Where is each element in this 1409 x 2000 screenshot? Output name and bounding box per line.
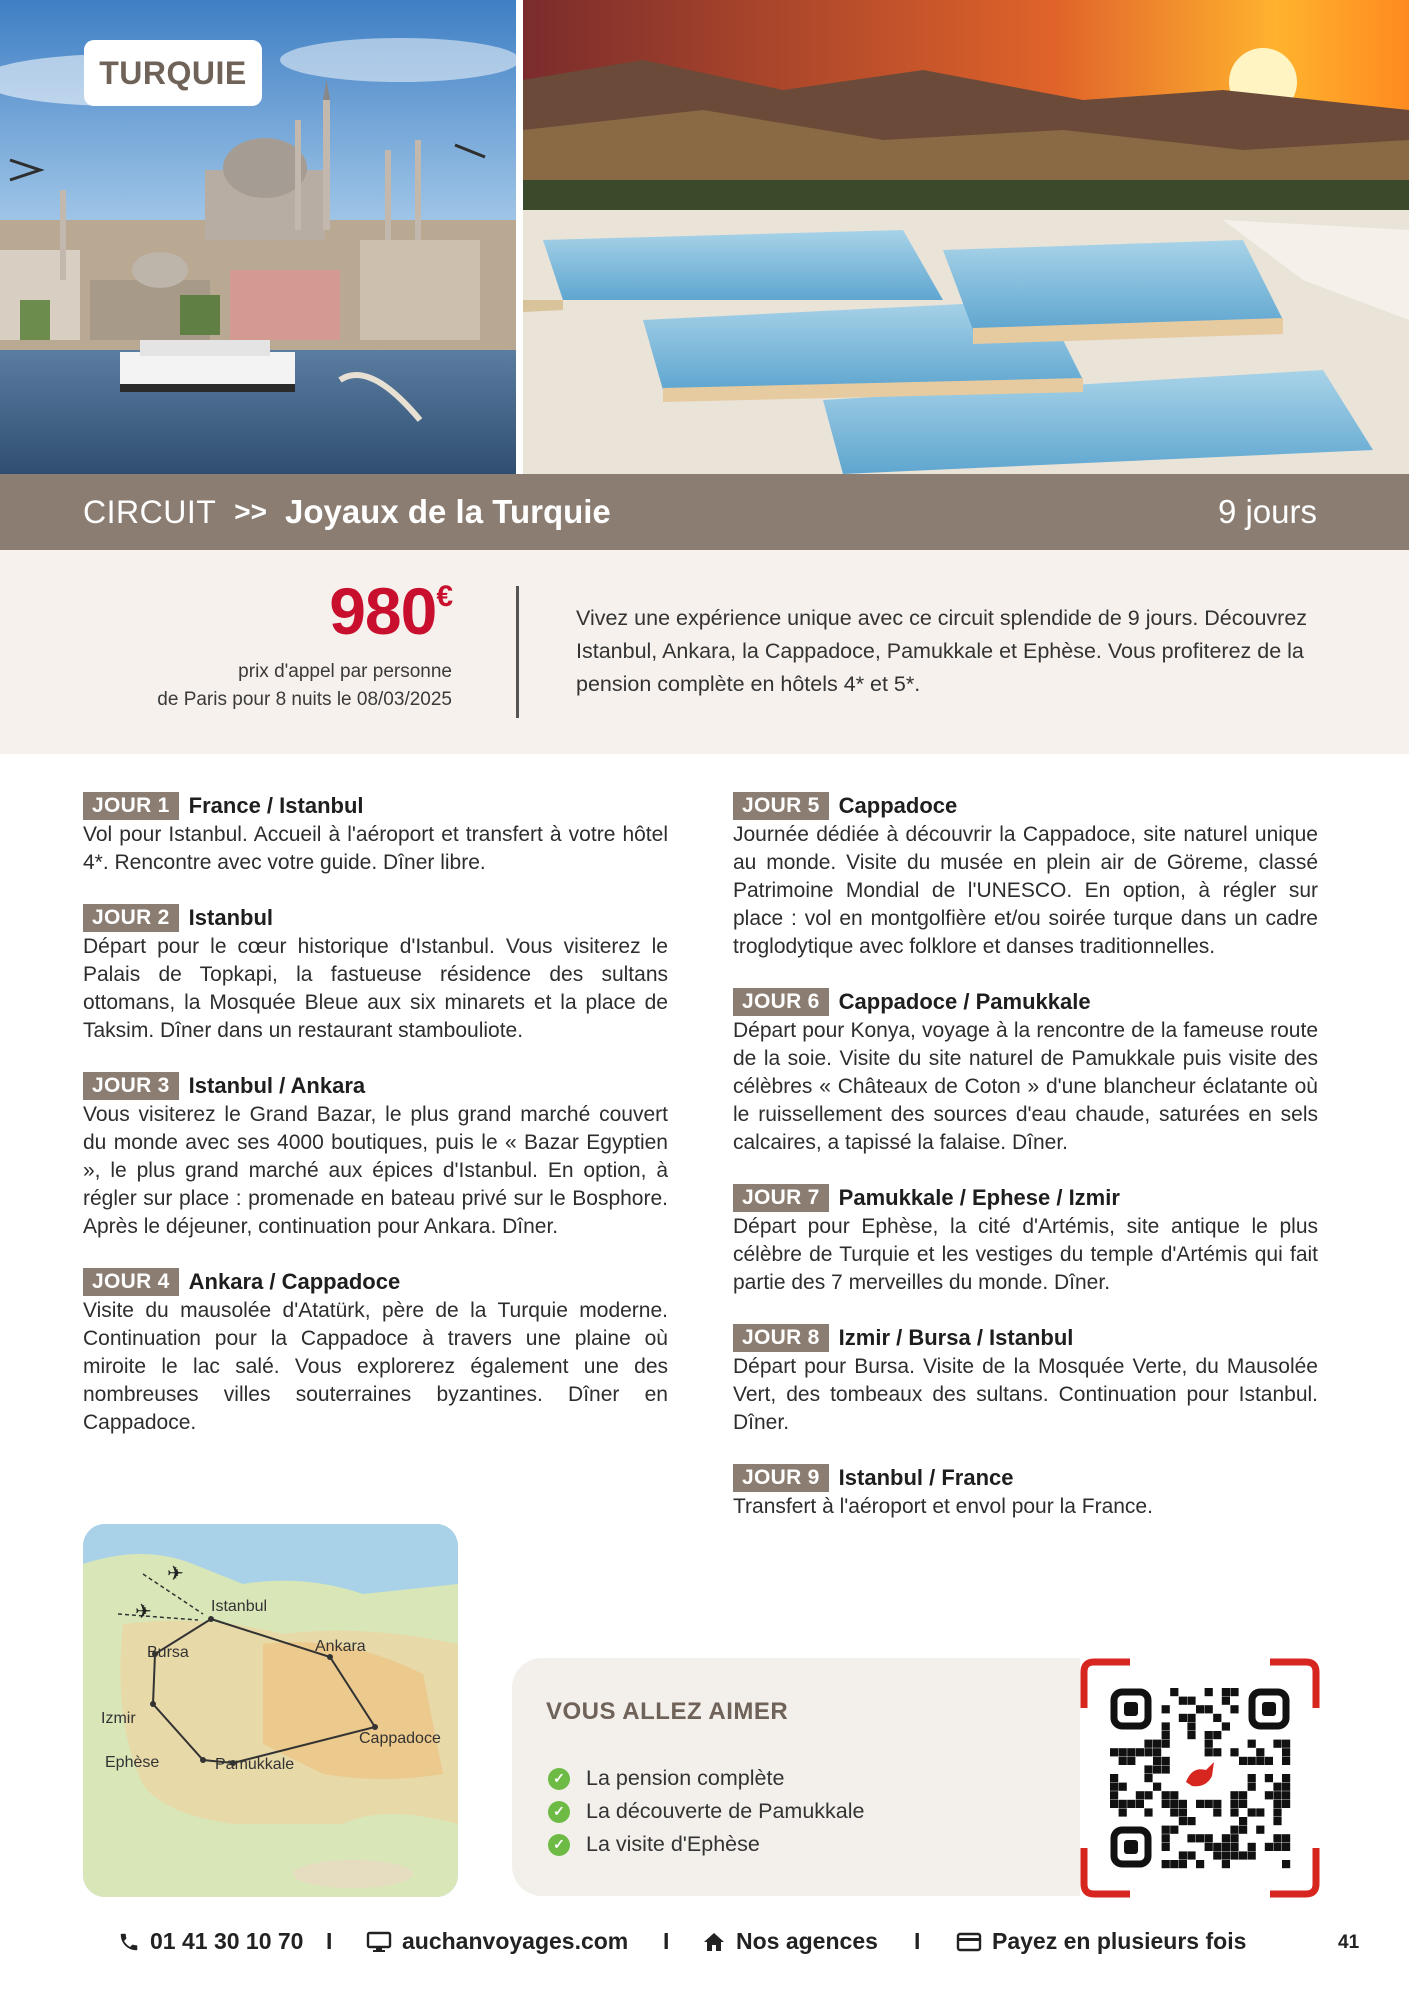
day-header [733, 1183, 1318, 1213]
highlight-item: ✓ La pension complète [548, 1762, 864, 1795]
highlight-item: ✓ La visite d'Ephèse [548, 1828, 864, 1861]
day-title: France / Istanbul [188, 793, 364, 818]
day-title: Istanbul / Ankara [188, 1073, 366, 1098]
day-description: Départ pour Ephèse, la cité d'Artémis, site antique le plus célèbre de Turquie et les vestiges du temple d'Artémis qui fait partie des 7 merveilles du monde. Dîner. [733, 1215, 1318, 1294]
website-link[interactable]: auchanvoyages.com [366, 1928, 628, 1955]
check-icon: ✓ [548, 1801, 570, 1823]
svg-text:✈: ✈ [167, 1563, 184, 1585]
day-description: Journée dédiée à découvrir la Cappadoce, site naturel unique au monde. Visite du musée en plein air de Göreme, classé Patrimoine Mondial de l'UNESCO. En option, à régler sur place : vol en montgolfière et/ou soirée turque dans un cadre troglodytique avec folklore et danses traditionnelles. [733, 823, 1318, 958]
day-entry [733, 791, 1318, 961]
day-entry [83, 1267, 668, 1437]
price-amount: 980€ [329, 574, 452, 648]
highlights-title: VOUS ALLEZ AIMER [546, 1698, 789, 1725]
day-title: Istanbul / France [838, 1465, 1014, 1490]
footer-separator: I [663, 1928, 670, 1954]
pamukkale-photo [523, 0, 1409, 474]
map-city-ephese: Ephèse [105, 1754, 160, 1771]
day-title: Izmir / Bursa / Istanbul [838, 1325, 1074, 1350]
map-city-istanbul: Istanbul [211, 1598, 268, 1615]
tour-duration: 9 jours [1217, 493, 1317, 530]
day-badge: JOUR 1 [83, 792, 179, 820]
day-header [733, 1463, 1318, 1493]
day-description: Visite du mausolée d'Atatürk, père de la Turquie moderne. Continuation pour la Cappadoce à travers une plaine où miroite le lac salé. Vous explorerez également une des nombreuses villes souterraines byzantines. Dîner en Cappadoce. [83, 1299, 668, 1434]
highlight-item: ✓ La découverte de Pamukkale [548, 1795, 864, 1828]
day-badge: JOUR 9 [733, 1464, 829, 1492]
day-header [83, 1267, 668, 1297]
phone-link[interactable]: 01 41 30 10 70 [118, 1928, 303, 1955]
title-bar [0, 474, 1409, 550]
circuit-label: CIRCUIT [83, 493, 217, 530]
day-title: Cappadoce / Pamukkale [838, 989, 1091, 1014]
credit-card-icon [956, 1932, 982, 1952]
day-entry [83, 791, 668, 877]
currency-symbol: € [436, 580, 452, 613]
map-city-pamukkale: Pamukkale [215, 1756, 295, 1773]
hero-photos [0, 0, 1409, 474]
map-city-cappadoce: Cappadoce [359, 1730, 441, 1747]
day-badge: JOUR 7 [733, 1184, 829, 1212]
route-map [83, 1524, 458, 1897]
check-icon: ✓ [548, 1834, 570, 1856]
day-header [733, 1323, 1318, 1353]
day-description: Vol pour Istanbul. Accueil à l'aéroport et transfert à votre hôtel 4*. Rencontre avec votre guide. Dîner libre. [83, 823, 668, 874]
qr-code[interactable] [1080, 1658, 1320, 1898]
check-icon: ✓ [548, 1768, 570, 1790]
payment-link[interactable]: Payez en plusieurs fois [956, 1928, 1246, 1955]
day-badge: JOUR 4 [83, 1268, 179, 1296]
day-header [733, 987, 1318, 1017]
phone-icon [118, 1931, 140, 1953]
footer [0, 1924, 1409, 1964]
day-header [83, 1071, 668, 1101]
page-number: 41 [1338, 1932, 1360, 1953]
day-entry [733, 1323, 1318, 1437]
price-band [0, 550, 1409, 754]
day-description: Départ pour Konya, voyage à la rencontre de la fameuse route de la soie. Visite du site naturel de Pamukkale puis visite des célèbres « Châteaux de Coton » d'une blancheur éclatante où le ruissellement des sources d'eau chaude, saturées en sels calcaires, a tapissé la falaise. Dîner. [733, 1019, 1318, 1154]
divider [516, 586, 519, 718]
day-description: Départ pour le cœur historique d'Istanbul. Vous visiterez le Palais de Topkapi, la fastueuse résidence des sultans ottomans, la Mosquée Bleue aux six minarets et la place de Taksim. Dîner dans un restaurant stambouliote. [83, 935, 668, 1042]
day-title: Ankara / Cappadoce [188, 1269, 401, 1294]
monitor-icon [366, 1931, 392, 1953]
day-title: Istanbul [188, 905, 274, 930]
day-title: Pamukkale / Ephese / Izmir [838, 1185, 1120, 1210]
day-header [83, 791, 668, 821]
day-header [733, 791, 1318, 821]
istanbul-photo [0, 0, 516, 474]
day-description: Vous visiterez le Grand Bazar, le plus grand marché couvert du monde avec ses 4000 boutiques, puis le « Bazar Egyptien », le plus grand marché aux épices d'Istanbul. En option, à régler sur place : promenade en bateau privé sur le Bosphore. Après le déjeuner, continuation pour Ankara. Dîner. [83, 1103, 668, 1238]
itinerary-right-column [733, 791, 1318, 1547]
highlights-box [512, 1658, 1132, 1896]
price-block [157, 574, 452, 714]
footer-separator: I [326, 1928, 333, 1954]
day-badge: JOUR 3 [83, 1072, 179, 1100]
day-entry [83, 1071, 668, 1241]
agencies-link[interactable]: Nos agences [702, 1928, 878, 1955]
footer-separator: I [914, 1928, 921, 1954]
day-badge: JOUR 8 [733, 1324, 829, 1352]
svg-text:✈: ✈ [135, 1601, 152, 1623]
day-badge: JOUR 5 [733, 792, 829, 820]
day-description: Départ pour Bursa. Visite de la Mosquée Verte, du Mausolée Vert, des tombeaux des sultans. Continuation pour Istanbul. Dîner. [733, 1355, 1318, 1434]
tour-title: Joyaux de la Turquie [284, 493, 611, 530]
day-entry [733, 1463, 1318, 1521]
intro-text: Vivez une expérience unique avec ce circuit splendide de 9 jours. Découvrez Istanbul, Ankara, la Cappadoce, Pamukkale et Ephèse. Vous profiterez de la pension complète en hôtels 4* et 5*. [576, 606, 1308, 696]
highlights-list [548, 1762, 864, 1861]
chevron-separator-icon: >> [234, 496, 267, 527]
itinerary-left-column [83, 791, 668, 1463]
price-note: prix d'appel par personne de Paris pour 8 nuits le 08/03/2025 [157, 661, 452, 710]
map-city-bursa: Bursa [147, 1644, 189, 1661]
map-city-ankara: Ankara [315, 1638, 366, 1655]
day-header [83, 903, 668, 933]
day-entry [733, 1183, 1318, 1297]
home-icon [702, 1931, 726, 1953]
map-city-izmir: Izmir [101, 1710, 136, 1727]
day-badge: JOUR 2 [83, 904, 179, 932]
day-title: Cappadoce [838, 793, 958, 818]
day-description: Transfert à l'aéroport et envol pour la France. [733, 1495, 1153, 1518]
day-entry [733, 987, 1318, 1157]
day-entry [83, 903, 668, 1045]
country-tag: TURQUIE [84, 40, 262, 106]
day-badge: JOUR 6 [733, 988, 829, 1016]
